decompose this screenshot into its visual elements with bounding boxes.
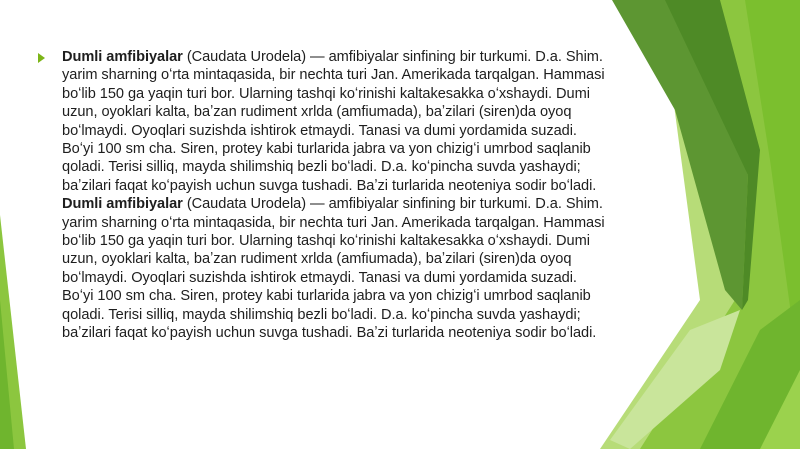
text-block [42, 48, 612, 343]
term-bold-1: Dumli amfibiyalar [62, 49, 183, 65]
paragraph-text-2: (Caudata Urodela) — amfibiyalar sinfining bir turkumi. D.a. Shim. yarim sharning oʻrta mintaqasida, bir nechta turi Jan. Amerikada tarqalgan. Hammasi boʻlib 150 ga yaqin turi bor. Ularning tashqi koʻrinishi kaltakesakka oʻxshaydi. Dumi uzun, oyoklari kalta, baʼzan rudiment xrlda (amfiumada), baʼzilari (siren)da oyoq boʻlmaydi. Oyoqlari suzishda ishtirok etmaydi. Tanasi va dumi yordamida suzadi. Boʻyi 100 sm cha. Siren, protey kabi turlarida jabra va yon chizigʻi umrbod saqlanib qoladi. Terisi silliq, mayda shilimshiq bezli boʻladi. D.a. koʻpincha suvda yashaydi; baʼzilari faqat koʻpayish uchun suvga tushadi. Baʼzi turlarida neoteniya sodir boʻladi. [62, 196, 605, 342]
paragraph [62, 48, 612, 343]
paragraph-text-1: (Caudata Urodela) — amfibiyalar sinfining bir turkumi. D.a. Shim. yarim sharning oʻrta mintaqasida, bir nechta turi Jan. Amerikada tarqalgan. Hammasi boʻlib 150 ga yaqin turi bor. Ularning tashqi koʻrinishi kaltakesakka oʻxshaydi. Dumi uzun, oyoklari kalta, baʼzan rudiment xrlda (amfiumada), baʼzilari (siren)da oyoq boʻlmaydi. Oyoqlari suzishda ishtirok etmaydi. Tanasi va dumi yordamida suzadi. Boʻyi 100 sm cha. Siren, protey kabi turlarida jabra va yon chizigʻi umrbod saqlanib qoladi. Terisi silliq, mayda shilimshiq bezli boʻladi. D.a. koʻpincha suvda yashaydi; baʼzilari faqat koʻpayish uchun suvga tushadi. Baʼzi turlarida neoteniya sodir boʻladi. [62, 49, 605, 194]
term-bold-2: Dumli amfibiyalar [62, 196, 183, 213]
triangle-bullet-icon [38, 53, 45, 63]
